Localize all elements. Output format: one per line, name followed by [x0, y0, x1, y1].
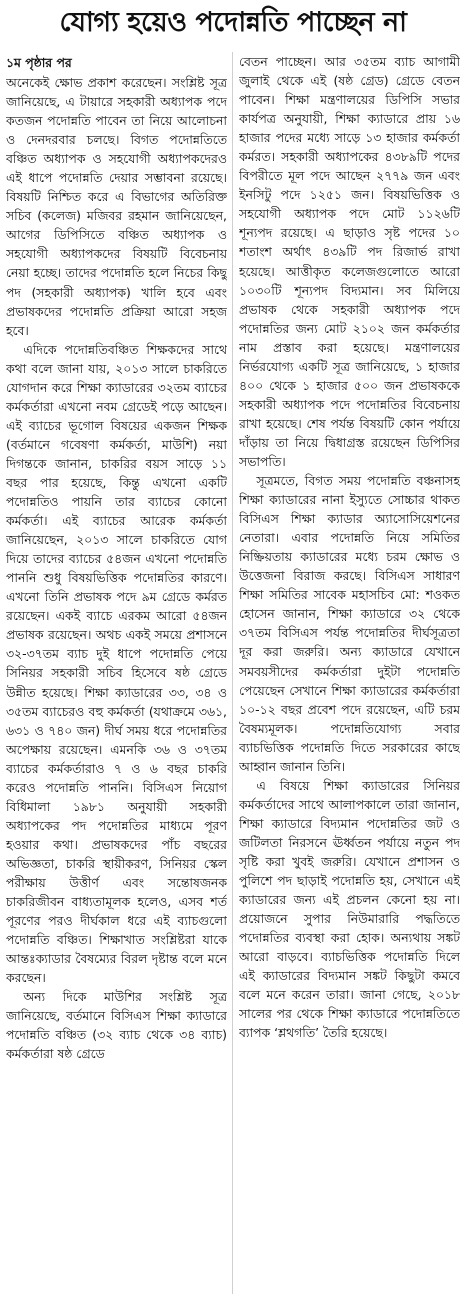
paragraph: এদিকে পদোন্নতিবঞ্চিত শিক্ষকদের সাথে কথা বলে জানা যায়, ২০১৩ সালে চাকরিতে যোগদান করে শিক্ষা ক্যাডারের ৩২তম ব্যাচের কর্মকর্তারা এখনো নবম গ্রেডেই পড়ে আছেন। এই ব্যাচের ভূগোল বিষয়ের একজন শিক্ষক (বর্তমানে গবেষণা কর্মকর্তা, মাউশি) নয়া দিগন্তকে জানান, চাকরির বয়স সাড়ে ১১ বছর পার হয়েছে, কিন্তু এখনো একটি পদোন্নতিও পায়নি তার ব্যাচের কোনো কর্মকর্তা। এই ব্যাচের আরেক কর্মকর্তা জানিয়েছেন, ২০১৩ সালে চাকরিতে যোগ দিয়ে তাদের ব্যাচের ৫৪জন এখনো পদোন্নতি পাননি শুধু বিষয়ভিত্তিক পদোন্নতির কারণে। এখনো তিনি প্রভাষক পদে ৯ম গ্রেডে কর্মরত রয়েছেন। একই ব্যাচে এরকম আরো ৫৪জন প্রভাষক রয়েছেন। অথচ একই সময়ে প্রশাসনে ৩২-৩৭তম ব্যাচ দুই ধাপে পদোন্নতি পেয়ে সিনিয়র সহকারী সচিব হিসেবে ষষ্ঠ গ্রেডে উন্নীত হয়েছে। শিক্ষা ক্যাডারের ৩৩, ৩৪ ও ৩৫তম ব্যাচেরও বহু কর্মকর্তা (যথাক্রমে ৩৬১, ৬৩১ ও ৭৪০ জন) দীর্ঘ সময় ধরে পদোন্নতির অপেক্ষায় রয়েছেন। এমনকি ৩৬ ও ৩৭তম ব্যাচের কর্মকর্তারাও ৭ ও ৬ বছর চাকরি করেও পদোন্নতি পাননি। বিসিএস নিয়োগ বিধিমালা ১৯৮১ অনুযায়ী সহকারী অধ্যাপকের পদ পদোন্নতির মাধ্যমে পূরণ হওয়ার কথা। প্রভাষকদের পাঁচ বছরের অভিজ্ঞতা, চাকরি স্থায়ীকরণ, সিনিয়র স্কেল পরীক্ষায় উত্তীর্ণ এবং সন্তোষজনক চাকরিজীবন বাধ্যতামূলক হলেও, এসব শর্ত পূরণের পরও দীর্ঘকাল ধরে এই ব্যাচগুলো পদোন্নতি বঞ্চিত। শিক্ষাখাত সংশ্লিষ্টরা যাকে আন্তঃক্যাডার বৈষম্যের বিরল দৃষ্টান্ত বলে মনে করছেন। [6, 341, 227, 986]
paragraph: অন্য দিকে মাউশির সংশ্লিষ্ট সূত্র জানিয়েছে, বর্তমানে বিসিএস শিক্ষা ক্যাডারে পদোন্নতি বঞ্চিত (৩২ ব্যাচ থেকে ৩৪ ব্যাচ) কর্মকর্তারা ষষ্ঠ গ্রেডে [6, 989, 227, 1062]
paragraph: অনেকেই ক্ষোভ প্রকাশ করেছেন। সংশ্লিষ্ট সূত্র জানিয়েছে, এ টায়ারে সহকারী অধ্যাপক পদে কতজন পদোন্নতি পাবেন তা নিয়ে আলোচনা ও দেনদরবার চলছে। বিগত পদোন্নতিতে বঞ্চিত অধ্যাপক ও সহযোগী অধ্যাপকদেরও এই ধাপে পদোন্নতি দেয়ার সম্ভাবনা রয়েছে। বিষয়টি নিশ্চিত করে এ বিভাগের অতিরিক্ত সচিব (কলেজ) মজিবর রহমান জানিয়েছেন, আগের ডিপিসিতে বঞ্চিত অধ্যাপক ও সহযোগী অধ্যাপকদের বিষয়টি বিবেচনায় নেয়া হচ্ছে। তাদের পদোন্নতি হলে নিচের কিছু পদ (সহকারী অধ্যাপক) খালি হবে এবং প্রভাষকদের পদোন্নতি প্রক্রিয়া আরো সহজ হবে। [6, 75, 227, 338]
column-divider [232, 52, 233, 1294]
paragraph: এ বিষয়ে শিক্ষা ক্যাডারের সিনিয়র কর্মকর্তাদের সাথে আলাপকালে তারা জানান, শিক্ষা ক্যাডারে বিদ্যমান পদোন্নতির জট ও জটিলতা নিরসনে ঊর্ধ্বতন পর্যায়ে নতুন পদ সৃষ্টি করা খুবই জরুরি। যেখানে প্রশাসন ও পুলিশে পদ ছাড়াই পদোন্নতি হয়, সেখানে এই ক্যাডারের জন্য এই প্রচলন কেনো হয় না। প্রয়োজনে সুপার নিউমারারি পদ্ধতিতে পদোন্নতির ব্যবস্থা করা হোক। অন্যথায় সঙ্কট আরো বাড়বে। ব্যাচভিত্তিক পদোন্নতি দিলে এই ক্যাডারের বিদ্যমান সঙ্কট কিছুটা কমবে বলে মনে করেন তারা। জানা গেছে, ২০১৮ সালের পর থেকে শিক্ষা ক্যাডারে পদোন্নতিতে ব্যাপক ‘শ্লথগতি’ তৈরি হয়েছে। [239, 777, 460, 1041]
headline: যোগ্য হয়েও পদোন্নতি পাচ্ছেন না [59, 7, 407, 38]
paragraph: বেতন পাচ্ছেন। আর ৩৫তম ব্যাচ আগামী জুলাই থেকে এই (ষষ্ঠ গ্রেড) গ্রেডে বেতন পাবেন। শিক্ষা মন্ত্রণালয়ের ডিপিসি সভার কার্যপত্র অনুযায়ী, শিক্ষা ক্যাডারে প্রায় ১৬ হাজার পদের মধ্যে সাড়ে ১৩ হাজার কর্মকর্তা কর্মরত। সহকারী অধ্যাপকের ৪৩৮৯টি পদের বিপরীতে মূল পদে আছেন ২৭৭৯ জন এবং ইনসিটু পদে ১২৫১ জন। বিষয়ভিত্তিক ও সহযোগী অধ্যাপক পদে মোট ১১২৬টি শূন্যপদ রয়েছে। এ ছাড়াও সৃষ্ট পদের ১০ শতাংশ অর্থাৎ ৪৩৯টি পদ রিজার্ভ রাখা হয়েছে। আত্তীকৃত কলেজগুলোতে আরো ১০৩০টি শূন্যপদ বিদ্যমান। সব মিলিয়ে প্রভাষক থেকে সহকারী অধ্যাপক পদে পদোন্নতির জন্য মোট ২১০২ জন কর্মকর্তার নাম প্রস্তাব করা হয়েছে। মন্ত্রণালয়ের নির্ভরযোগ্য একটি সূত্র জানিয়েছে, ১ হাজার ৪০০ থেকে ১ হাজার ৫০০ জন প্রভাষককে সহকারী অধ্যাপক পদে পদোন্নতির বিবেচনায় রাখা হয়েছে। শেষ পর্যন্ত বিষয়টি কোন পর্যায়ে দাঁড়ায় তা নিয়ে দ্বিধাগ্রস্ত রয়েছেন ডিপিসির সভাপতি। [239, 54, 460, 469]
article-body [6, 52, 460, 1294]
right-column [239, 52, 460, 1294]
left-column [6, 52, 227, 1294]
continued-from-label: ১ম পৃষ্ঠার পর [6, 55, 72, 70]
paragraph: সূত্রমতে, বিগত সময় পদোন্নতি বঞ্চনাসহ শিক্ষা ক্যাডারের নানা ইস্যুতে সোচ্চার থাকত বিসিএস শিক্ষা ক্যাডার অ্যাসোসিয়েশনের নেতারা। এবার পদোন্নতি নিয়ে সমিতির নিষ্ক্রিয়তায় ক্যাডারের মধ্যে চরম ক্ষোভ ও উত্তেজনা বিরাজ করছে। বিসিএস সাধারণ শিক্ষা সমিতির সাবেক মহাসচিব মো: শওকত হোসেন জানান, শিক্ষা ক্যাডারে ৩২ থেকে ৩৭তম বিসিএস পর্যন্ত পদোন্নতির দীর্ঘসূত্রতা দূর করা জরুরি। অন্য ক্যাডারে যেখানে সমবয়সীদের কর্মকর্তারা দুইটা পদোন্নতি পেয়েছেন সেখানে শিক্ষা ক্যাডারের কর্মকর্তারা ১০-১২ বছর প্রবেশ পদে রয়েছেন, এটি চরম বৈষম্যমূলক। পদোন্নতিযোগ্য সবার ব্যাচভিত্তিক পদোন্নতি দিতে সরকারের কাছে আহ্বান জানান তিনি। [239, 473, 460, 774]
